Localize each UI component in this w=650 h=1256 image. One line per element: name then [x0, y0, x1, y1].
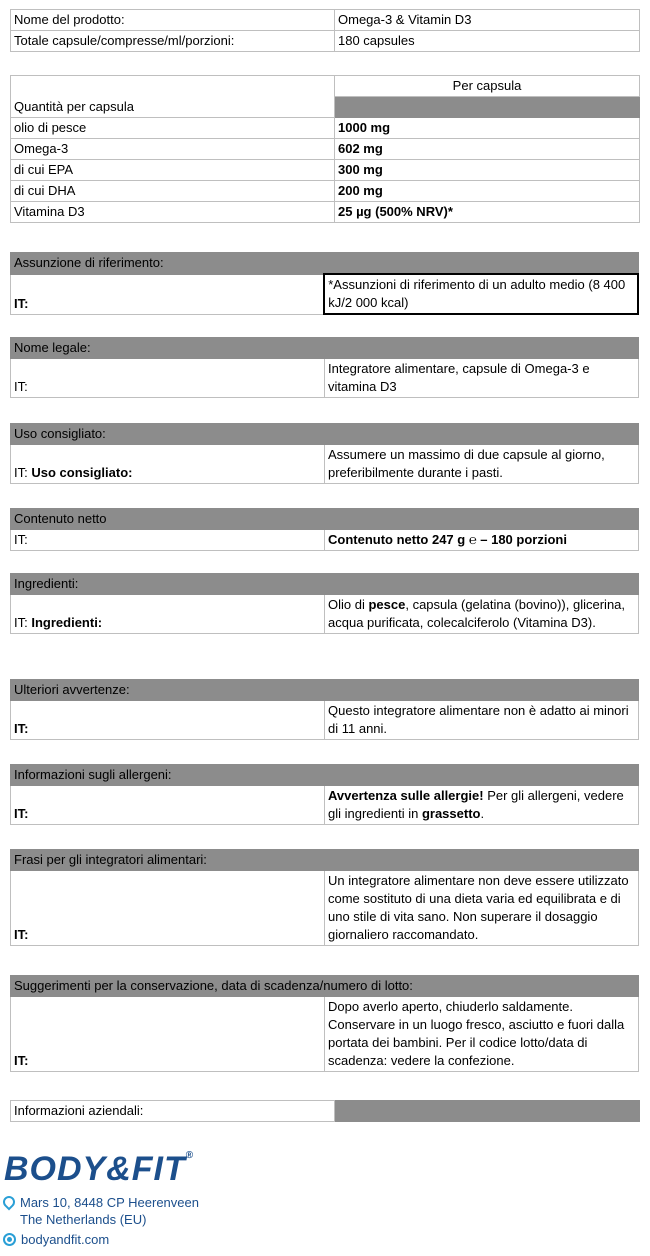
- reference-section: [10, 252, 639, 315]
- nutrient-value: 300 mg: [335, 160, 640, 181]
- globe-icon: [3, 1233, 16, 1246]
- section-header: [11, 850, 639, 871]
- brand-logo: [4, 1150, 194, 1189]
- section-header: [11, 765, 639, 786]
- section-header: [11, 424, 639, 445]
- company-address: [3, 1194, 199, 1228]
- nutrient-name: di cui EPA: [11, 160, 335, 181]
- language-label: IT:: [11, 871, 325, 946]
- allergens-bold-word: grassetto: [421, 806, 481, 821]
- storage-section: [10, 975, 639, 1072]
- section-text: Questo integratore alimentare non è adatto ai minori di 11 anni.: [325, 701, 639, 740]
- section-title: Informazioni sugli allergeni:: [11, 765, 639, 786]
- section-text: Assumere un massimo di due capsule al giorno, preferibilmente durante i pasti.: [325, 445, 639, 484]
- table-row: [11, 10, 640, 31]
- section-title: Uso consigliato:: [11, 424, 639, 445]
- nutrient-value: 602 mg: [335, 139, 640, 160]
- table-row: [11, 1101, 640, 1122]
- section-text: Integratore alimentare, capsule di Omega-3 e vitamina D3: [325, 359, 639, 398]
- nutrient-name: Vitamina D3: [11, 202, 335, 223]
- nutrient-value: 1000 mg: [335, 118, 640, 139]
- table-row: [11, 202, 640, 223]
- nutrient-value: 25 µg (500% NRV)*: [335, 202, 640, 223]
- section-title: Nome legale:: [11, 338, 639, 359]
- table-row: [11, 359, 639, 398]
- supplements-section: [10, 849, 639, 946]
- allergens-section: [10, 764, 639, 825]
- company-value-bar: [335, 1101, 640, 1122]
- allergens-text-d: .: [480, 806, 485, 821]
- nutrient-value: 200 mg: [335, 181, 640, 202]
- table-row: [11, 871, 639, 946]
- company-website[interactable]: [3, 1231, 109, 1248]
- language-label: IT:: [11, 530, 325, 551]
- nutrition-column-header: Per capsula: [335, 76, 640, 97]
- table-row: [11, 701, 639, 740]
- section-header: [11, 976, 639, 997]
- website-link[interactable]: bodyandfit.com: [21, 1232, 110, 1247]
- language-label: IT:: [11, 786, 325, 825]
- location-pin-icon: [1, 1194, 18, 1211]
- section-header: [11, 253, 639, 275]
- ingredients-allergen: pesce: [368, 597, 406, 612]
- language-code: IT:: [14, 465, 28, 480]
- table-row: [11, 31, 640, 52]
- section-header: [11, 680, 639, 701]
- nutrient-name: di cui DHA: [11, 181, 335, 202]
- allergens-text-b: Per gli allergeni, vedere gli ingredienti in: [328, 788, 624, 821]
- section-text: [325, 595, 639, 634]
- product-name-value: Omega-3 & Vitamin D3: [335, 10, 640, 31]
- section-text: Un integratore alimentare non deve essere utilizzato come sostituto di una dieta varia ed equilibrata e di uno stile di vita sano. Non superare il dosaggio giornaliero raccomandato.: [325, 871, 639, 946]
- table-row: [11, 181, 640, 202]
- nutrient-name: olio di pesce: [11, 118, 335, 139]
- language-label: [11, 595, 325, 634]
- section-title: Ingredienti:: [11, 574, 639, 595]
- language-code: IT:: [14, 615, 28, 630]
- language-label: [11, 445, 325, 484]
- product-table: [10, 9, 640, 52]
- section-text: Contenuto netto 247 g ℮ – 180 porzioni: [325, 530, 639, 551]
- section-title: Ulteriori avvertenze:: [11, 680, 639, 701]
- registered-mark: ®: [185, 1150, 195, 1161]
- language-label-bold: Uso consigliato:: [31, 465, 133, 480]
- section-title: Assunzione di riferimento:: [11, 253, 639, 275]
- logo-text: BODY&FIT: [4, 1150, 186, 1188]
- table-row: [11, 997, 639, 1072]
- ingredients-text-c: , capsula (gelatina (bovino)), glicerina, acqua purificata, colecalciferolo (Vitamina D3).: [328, 597, 626, 630]
- language-label: IT:: [11, 274, 325, 314]
- section-title: Suggerimenti per la conservazione, data di scadenza/numero di lotto:: [11, 976, 639, 997]
- table-row: [11, 786, 639, 825]
- nutrition-header-bar: [335, 97, 640, 118]
- nutrition-row-label: Quantità per capsula: [11, 76, 335, 118]
- nutrition-table: [10, 75, 640, 223]
- language-label: IT:: [11, 359, 325, 398]
- table-row: [11, 274, 639, 314]
- language-label: IT:: [11, 701, 325, 740]
- section-title: Contenuto netto: [11, 509, 639, 530]
- table-row: [11, 118, 640, 139]
- language-label-bold: Ingredienti:: [31, 615, 103, 630]
- section-title: Frasi per gli integratori alimentari:: [11, 850, 639, 871]
- company-section: [10, 1100, 640, 1122]
- table-row: [11, 160, 640, 181]
- address-line-2: The Netherlands (EU): [20, 1212, 147, 1227]
- section-header: [11, 574, 639, 595]
- ingredients-text-a: Olio di: [328, 597, 369, 612]
- usage-section: [10, 423, 639, 484]
- address-line-1: Mars 10, 8448 CP Heerenveen: [20, 1195, 199, 1210]
- language-label: IT:: [11, 997, 325, 1072]
- table-row: [11, 139, 640, 160]
- section-text: Dopo averlo aperto, chiuderlo saldamente. Conservare in un luogo fresco, asciutto e fuori dalla portata dei bambini. Per il codice lotto/data di scadenza: vedere la confezione.: [325, 997, 639, 1072]
- nutrient-name: Omega-3: [11, 139, 335, 160]
- warnings-section: [10, 679, 639, 740]
- table-row: [11, 445, 639, 484]
- section-header: [11, 338, 639, 359]
- legal-name-section: [10, 337, 639, 398]
- allergy-warning: Avvertenza sulle allergie!: [328, 788, 484, 803]
- product-count-value: 180 capsules: [335, 31, 640, 52]
- table-row: [11, 76, 640, 97]
- product-count-label: Totale capsule/compresse/ml/porzioni:: [11, 31, 335, 52]
- section-title: Informazioni aziendali:: [11, 1101, 335, 1122]
- table-row: [11, 595, 639, 634]
- section-text: [325, 786, 639, 825]
- section-text: *Assunzioni di riferimento di un adulto medio (8 400 kJ/2 000 kcal): [324, 274, 638, 314]
- table-row: [11, 530, 639, 551]
- section-header: [11, 509, 639, 530]
- ingredients-section: [10, 573, 639, 634]
- product-name-label: Nome del prodotto:: [11, 10, 335, 31]
- net-content-section: [10, 508, 639, 551]
